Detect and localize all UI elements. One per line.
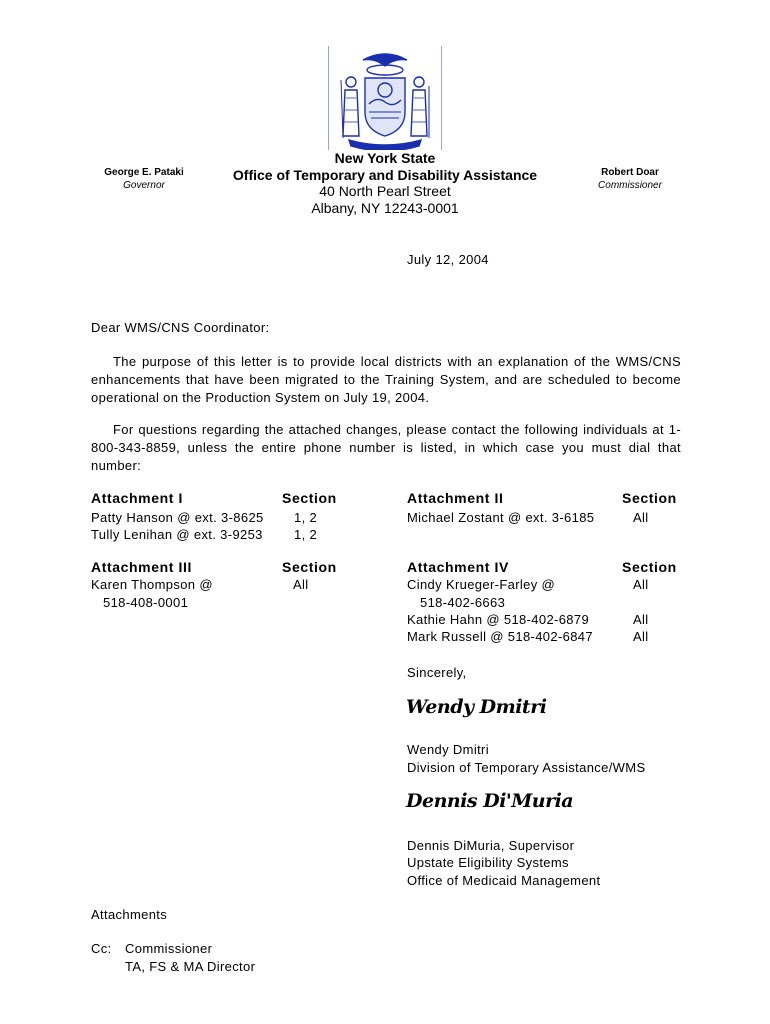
attachment-3-section: All [293,577,309,592]
attachment-1-section: 1, 2 [294,527,318,542]
governor-title: Governor [123,180,165,191]
attachment-4-section: All [633,577,649,592]
closing: Sincerely, [407,665,467,680]
signer-office: Office of Medicaid Management [407,873,601,888]
cc-label: Cc: [91,941,112,956]
attachment-4-contact: Cindy Krueger-Farley @ [407,577,556,592]
attachment-4-contact: Mark Russell @ 518-402-6847 [407,629,593,644]
letter-date: July 12, 2004 [407,252,489,267]
attachment-3-contact: 518-408-0001 [103,595,189,610]
attachment-4-section: All [633,629,649,644]
attachment-2-section: All [633,510,649,525]
attachment-1-heading: Attachment I [91,490,183,506]
attachment-4-contact: 518-402-6663 [420,595,506,610]
office-name: Office of Temporary and Disability Assistance [232,167,538,183]
cc-recipient: TA, FS & MA Director [125,959,256,974]
state-seal [328,46,442,150]
address-line-2: Albany, NY 12243-0001 [311,200,459,216]
signature-dennis-dimuria: Dennis Di'Muria [406,790,574,812]
attachment-2-section-heading: Section [622,490,677,506]
attachment-3-heading: Attachment III [91,559,192,575]
signer-name: Dennis DiMuria, Supervisor [407,838,575,853]
attachment-3-contact: Karen Thompson @ [91,577,213,592]
attachment-4-section-heading: Section [622,559,677,575]
paragraph-contacts: For questions regarding the attached changes, please contact the following individuals at 1-800-343-8859, unless the entire phone number is listed, in which case you must dial that number: [91,422,681,473]
governor-name: George E. Pataki [104,167,184,178]
attachment-2-heading: Attachment II [407,490,504,506]
attachment-3-section-heading: Section [282,559,337,575]
address-line-1: 40 North Pearl Street [319,183,451,199]
attachment-4-section: All [633,612,649,627]
new-york-state-seal-icon [329,46,441,150]
commissioner-title: Commissioner [598,180,662,191]
salutation: Dear WMS/CNS Coordinator: [91,320,270,335]
attachment-1-contact: Tully Lenihan @ ext. 3-9253 [91,527,263,542]
attachment-4-contact: Kathie Hahn @ 518-402-6879 [407,612,590,627]
state-name: New York State [334,150,436,166]
attachment-1-section-heading: Section [282,490,337,506]
attachment-2-contact: Michael Zostant @ ext. 3-6185 [407,510,595,525]
enclosure-note: Attachments [91,907,168,922]
signature-wendy-dmitri: Wendy Dmitri [406,696,547,718]
attachment-1-contact: Patty Hanson @ ext. 3-8625 [91,510,264,525]
cc-recipient: Commissioner [125,941,213,956]
paragraph-purpose: The purpose of this letter is to provide local districts with an explanation of the WMS/CNS enhancements that have been migrated to the Training System, and are scheduled to become operational on the Production System on July 19, 2004. [91,354,681,405]
signer-name: Wendy Dmitri [407,742,489,757]
attachment-1-section: 1, 2 [294,510,318,525]
attachment-4-heading: Attachment IV [407,559,509,575]
signer-unit: Upstate Eligibility Systems [407,855,569,870]
signer-division: Division of Temporary Assistance/WMS [407,760,646,775]
commissioner-name: Robert Doar [601,167,659,178]
